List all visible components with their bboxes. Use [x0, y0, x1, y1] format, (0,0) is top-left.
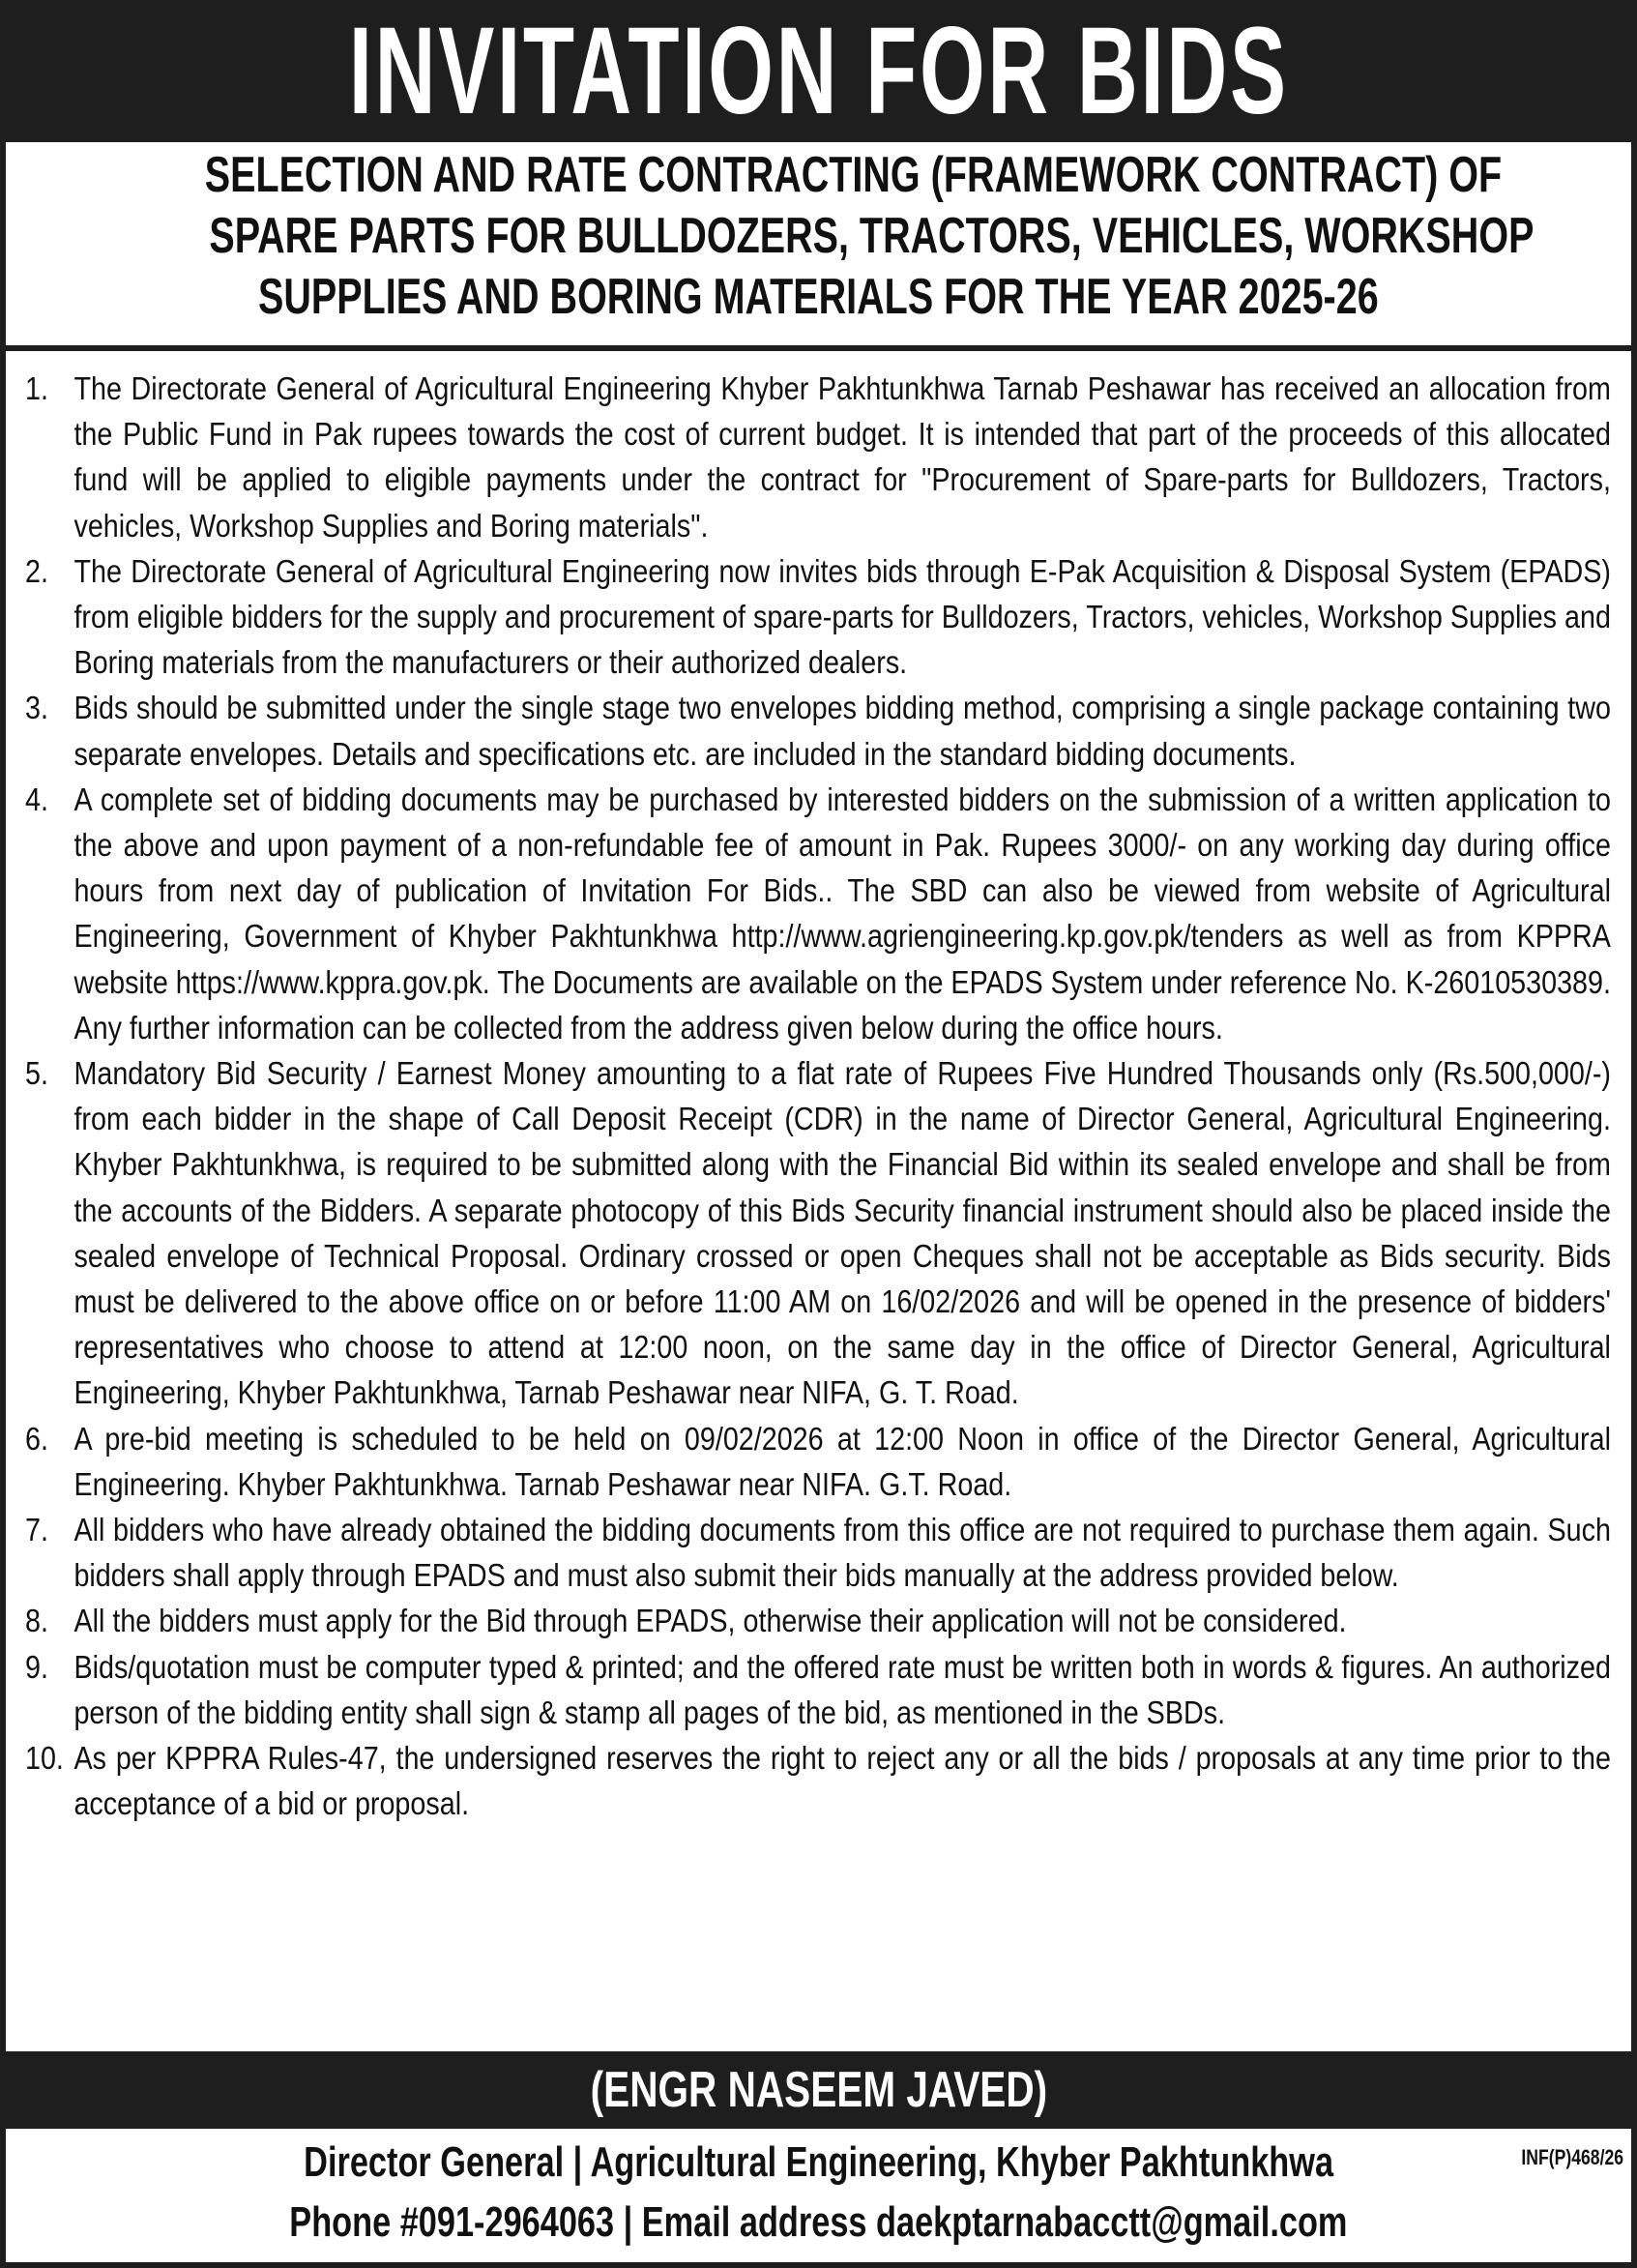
- list-item: [25, 366, 1611, 548]
- list-item: [25, 685, 1611, 776]
- item-number: 4.: [25, 781, 48, 817]
- item-text: A pre-bid meeting is scheduled to be held on 09/02/2026 at 12:00 Noon in office of the Director General, Agricultural Engineering. Khyber Pakhtunkhwa. Tarnab Peshawar near NIFA. G.T. Road.: [73, 1420, 1611, 1502]
- page-title: INVITATION FOR BIDS: [348, 2, 1289, 140]
- footer-contact: Phone #091-2964063 | Email address daekptarnabacctt@gmail.com: [289, 2198, 1348, 2246]
- subtitle-line: SUPPLIES AND BORING MATERIALS FOR THE YEAR 2025-26: [258, 269, 1379, 325]
- item-text: All the bidders must apply for the Bid through EPADS, otherwise their application will not be considered.: [73, 1603, 1347, 1639]
- item-text: Bids/quotation must be computer typed & printed; and the offered rate must be written both in words & figures. An authorized person of the bidding entity shall sign & stamp all pages of the bid, as mentioned in the SBDs.: [73, 1648, 1611, 1730]
- list-item: [25, 548, 1611, 686]
- divider: [0, 345, 1637, 351]
- item-text: As per KPPRA Rules-47, the undersigned reserves the right to reject any or all the bids / proposals at any time prior to the acceptance of a bid or proposal.: [73, 1740, 1611, 1822]
- item-text: The Directorate General of Agricultural Engineering Khyber Pakhtunkhwa Tarnab Peshawar has received an allocation from the Public Fund in Pak rupees towards the cost of current budget. It is intended that part of the proceeds of this allocated fund will be applied to eligible payments under the contract for "Procurement of Spare-parts for Bulldozers, Tractors, vehicles, Workshop Supplies and Boring materials".: [73, 370, 1611, 544]
- list-item: [25, 1644, 1611, 1735]
- list-item: [25, 1507, 1611, 1598]
- item-number: 8.: [25, 1603, 48, 1639]
- item-text: Bids should be submitted under the single stage two envelopes bidding method, comprising a single package containing two separate envelopes. Details and specifications etc. are included in the standard bidding documents.: [73, 690, 1611, 772]
- subtitle-line: SELECTION AND RATE CONTRACTING (FRAMEWORK CONTRACT) OF: [204, 147, 1503, 203]
- item-number: 7.: [25, 1512, 48, 1548]
- signatory-band: [0, 2051, 1637, 2129]
- terms-list: [25, 366, 1611, 1827]
- item-number: 2.: [25, 552, 48, 589]
- item-number: 6.: [25, 1420, 48, 1457]
- list-item: [25, 1050, 1611, 1416]
- reference-number: INF(P)468/26: [1521, 2145, 1623, 2169]
- signatory-name: (ENGR NASEEM JAVED): [590, 2062, 1047, 2118]
- list-item: [25, 1416, 1611, 1507]
- footer-designation: Director General | Agricultural Engineering, Khyber Pakhtunkhwa: [304, 2138, 1333, 2186]
- item-number: 3.: [25, 690, 48, 726]
- list-item: [25, 777, 1611, 1050]
- item-number: 10.: [25, 1740, 64, 1777]
- item-text: All bidders who have already obtained the bidding documents from this office are not required to purchase them again. Such bidders shall apply through EPADS and must also submit their bids manually at the address provided below.: [73, 1512, 1611, 1594]
- header-band: [0, 0, 1637, 142]
- subtitle-line: SPARE PARTS FOR BULLDOZERS, TRACTORS, VEHICLES, WORKSHOP: [209, 208, 1535, 264]
- item-text: Mandatory Bid Security / Earnest Money amounting to a flat rate of Rupees Five Hundred Thousands only (Rs.500,000/-) from each bidder in the shape of Call Deposit Receipt (CDR) in the name of Director General, Agricultural Engineering. Khyber Pakhtunkhwa, is required to be submitted along with the Financial Bid within its sealed envelope and shall be from the accounts of the Bidders. A separate photocopy of this Bids Security financial instrument should also be placed inside the sealed envelope of Technical Proposal. Ordinary crossed or open Cheques shall not be acceptable as Bids security. Bids must be delivered to the above office on or before 11:00 AM on 16/02/2026 and will be opened in the presence of bidders' representatives who choose to attend at 12:00 noon, on the same day in the office of Director General, Agricultural Engineering, Khyber Pakhtunkhwa, Tarnab Peshawar near NIFA, G. T. Road.: [73, 1055, 1611, 1411]
- item-text: A complete set of bidding documents may be purchased by interested bidders on the submission of a written application to the above and upon payment of a non-refundable fee of amount in Pak. Rupees 3000/- on any working day during office hours from next day of publication of Invitation For Bids.. The SBD can also be viewed from website of Agricultural Engineering, Government of Khyber Pakhtunkhwa http://www.agriengineering.kp.gov.pk/tenders as well as from KPPRA website https://www.kppra.gov.pk. The Documents are available on the EPADS System under reference No. K-26010530389. Any further information can be collected from the address given below during the office hours.: [73, 781, 1611, 1046]
- footer: [0, 2133, 1637, 2253]
- item-number: 1.: [25, 370, 48, 406]
- list-item: [25, 1735, 1611, 1826]
- item-number: 9.: [25, 1648, 48, 1685]
- item-number: 5.: [25, 1055, 48, 1092]
- subtitle-block: [0, 145, 1637, 344]
- item-text: The Directorate General of Agricultural Engineering now invites bids through E-Pak Acquisition & Disposal System (EPADS) from eligible bidders for the supply and procurement of spare-parts for Bulldozers, Tractors, vehicles, Workshop Supplies and Boring materials from the manufacturers or their authorized dealers.: [73, 552, 1611, 681]
- list-item: [25, 1598, 1611, 1643]
